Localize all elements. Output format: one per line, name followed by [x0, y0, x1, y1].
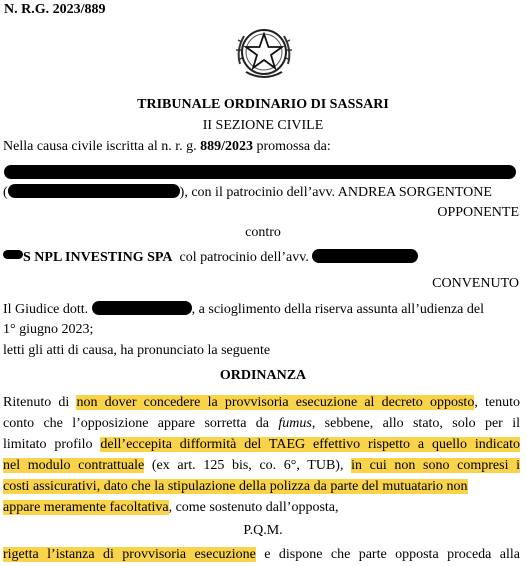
ordinanza-title: ORDINANZA: [219, 368, 307, 383]
ordinanza-line-2: conto che l’opposizione appare sorretta da fumus, sebbene, allo stato, solo per il: [3, 416, 520, 431]
redaction-defendant-prefix: [3, 250, 23, 259]
redaction-judge-name: [92, 301, 192, 315]
redaction-plaintiff-id: [8, 184, 180, 198]
hearing-date: 1° giugno 2023;: [3, 322, 94, 337]
case-line: Nella causa civile iscritta al n. r. g. 889/2023 promossa da:: [3, 139, 331, 154]
contro-label: contro: [245, 225, 281, 240]
highlight-insurance-costs: costi assicurativi, dato che la stipulazione della polizza da parte del mutuatario non: [3, 479, 468, 494]
judge-line: Il Giudice dott. , a scioglimento della riserva assunta all’udienza del: [3, 302, 484, 317]
ordinanza-line-4: nel modulo contrattuale (ex art. 125 bis, co. 6°, TUB), in cui non sono compresi i: [3, 458, 520, 473]
rg-number: N. R.G. 2023/889: [4, 2, 106, 17]
convenuto-label: CONVENUTO: [432, 276, 519, 291]
court-name: TRIBUNALE ORDINARIO DI SASSARI: [137, 97, 389, 112]
redaction-defendant-counsel: [312, 249, 418, 263]
read-acts-line: letti gli atti di causa, ha pronunciato la seguente: [3, 343, 271, 358]
ordinanza-line-6: appare meramente facoltativa, come sostenuto dall’opposta,: [3, 500, 339, 515]
highlight-reject: rigetta l’istanza di provvisoria esecuzione: [3, 547, 256, 562]
case-number: 889/2023: [200, 139, 253, 154]
ordinanza-line-3: limitato profilo dell’eccepita difformità del TAEG effettivo rispetto a quello indicato: [3, 437, 521, 452]
italian-republic-emblem-icon: [232, 20, 296, 84]
ordinanza-line-1: Ritenuto di non dover concedere la provvisoria esecuzione al decreto opposto, tenuto: [3, 395, 520, 410]
opponente-label: OPPONENTE: [437, 205, 519, 220]
highlight-no-provisional-execution: non dover concedere la provvisoria esecuzione al decreto opposto: [76, 395, 475, 410]
pqm-heading: P.Q.M.: [243, 523, 283, 538]
defendant-line: S NPL INVESTING SPA col patrocinio dell’avv.: [3, 246, 418, 269]
highlight-taeg: dell’eccepita difformità del TAEG effettivo rispetto a quello indicato: [100, 437, 521, 452]
highlight-optional: appare meramente facoltativa: [3, 500, 169, 515]
plaintiff-counsel-line: ( ), con il patrocinio dell’avv. ANDREA SORGENTONE: [3, 185, 492, 200]
highlight-contract-form: nel modulo contrattuale: [3, 458, 145, 473]
court-section: II SEZIONE CIVILE: [202, 118, 324, 133]
ordinanza-line-5: [3, 475, 468, 498]
ordinanza-last-line: rigetta l’istanza di provvisoria esecuzione e dispone che parte opposta proceda alla: [3, 547, 520, 562]
highlight-not-included: in cui non sono compresi i: [351, 458, 520, 473]
fumus-term: fumus: [278, 416, 312, 431]
defendant-name: S NPL INVESTING SPA: [23, 250, 173, 265]
